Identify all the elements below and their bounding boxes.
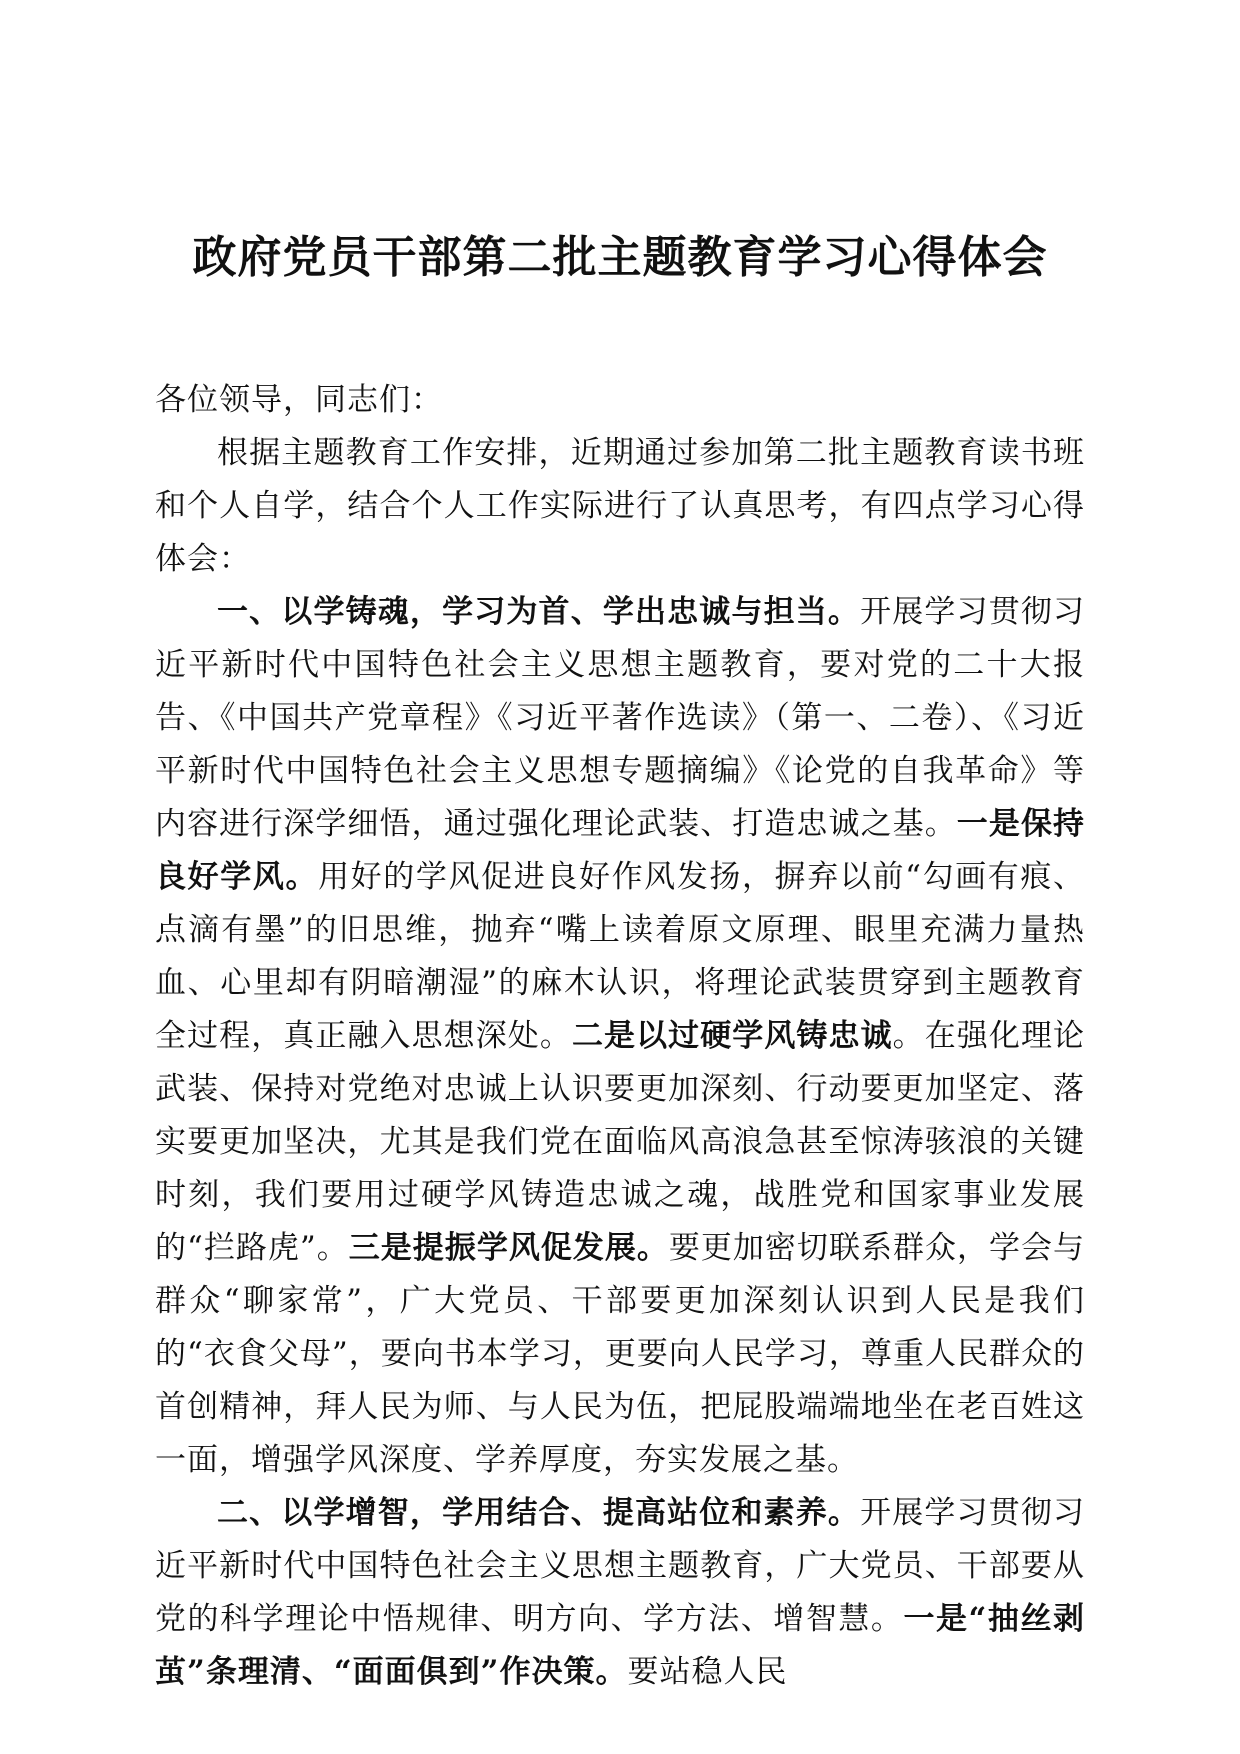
section-1-text-1: 开展学习贯彻习近平新时代中国特色社会主义思想主题教育，要对党的二十大报告、《中国共产党章程》《习近平著作选读》（第一、二卷）、《习近平新时代中国特色社会主义思想专题摘编》《论党的自我革命》等内容进行深学细悟，通过强化理论武装、打造忠诚之基。	[155, 594, 1086, 842]
section-1-text-4: 要更加密切联系群众，学会与群众“聊家常”，广大党员、干部要更加深刻认识到人民是我们的“衣食父母”，要向书本学习，更要向人民学习，尊重人民群众的首创精神，拜人民为师、与人民为伍，把屁股端端地坐在老百姓这一面，增强学风深度、学养厚度，夯实发展之基。	[155, 1230, 1086, 1478]
section-2-text-1: 开展学习贯彻习近平新时代中国特色社会主义思想主题教育，广大党员、干部要从党的科学理论中悟规律、明方向、学方法、增智慧。	[155, 1495, 1086, 1637]
salutation: 各位领导，同志们：	[155, 382, 443, 418]
document-body	[155, 374, 1085, 1699]
section-1-text-2: 用好的学风促进良好作风发扬，摒弃以前“勾画有痕、点滴有墨”的旧思维，抛弃“嘴上读着原文原理、眼里充满力量热血、心里却有阴暗潮湿”的麻木认识，将理论武装贯穿到主题教育全过程，真正融入思想深处。	[155, 859, 1085, 1054]
section-2-point-1: 一是“抽丝剥茧”条理清、“面面俱到”作决策。	[155, 1601, 1085, 1690]
section-1-text-3: 。在强化理论武装、保持对党绝对忠诚上认识要更加深刻、行动要更加坚定、落实要更加坚决，尤其是我们党在面临风高浪急甚至惊涛骇浪的关键时刻，我们要用过硬学风铸造忠诚之魂，战胜党和国家事业发展的“拦路虎”。	[155, 1018, 1086, 1266]
document-title: 政府党员干部第二批主题教育学习心得体会	[192, 232, 1048, 283]
section-2-text-2: 要站稳人民	[627, 1654, 788, 1690]
section-1-paragraph	[155, 586, 1085, 1487]
intro-paragraph: 根据主题教育工作安排，近期通过参加第二批主题教育读书班和个人自学，结合个人工作实际进行了认真思考，有四点学习心得体会：	[155, 435, 1085, 577]
section-2-heading: 二、以学增智，学用结合、提高站位和素养。	[217, 1495, 861, 1531]
section-1-point-2: 二是以过硬学风铸忠诚	[571, 1018, 893, 1054]
section-1-point-1: 一是保持良好学风。	[155, 806, 1086, 895]
section-1-point-3: 三是提振学风促发展。	[348, 1230, 669, 1266]
section-1-heading: 一、以学铸魂，学习为首、学出忠诚与担当。	[217, 594, 861, 630]
section-2-paragraph	[155, 1487, 1085, 1699]
